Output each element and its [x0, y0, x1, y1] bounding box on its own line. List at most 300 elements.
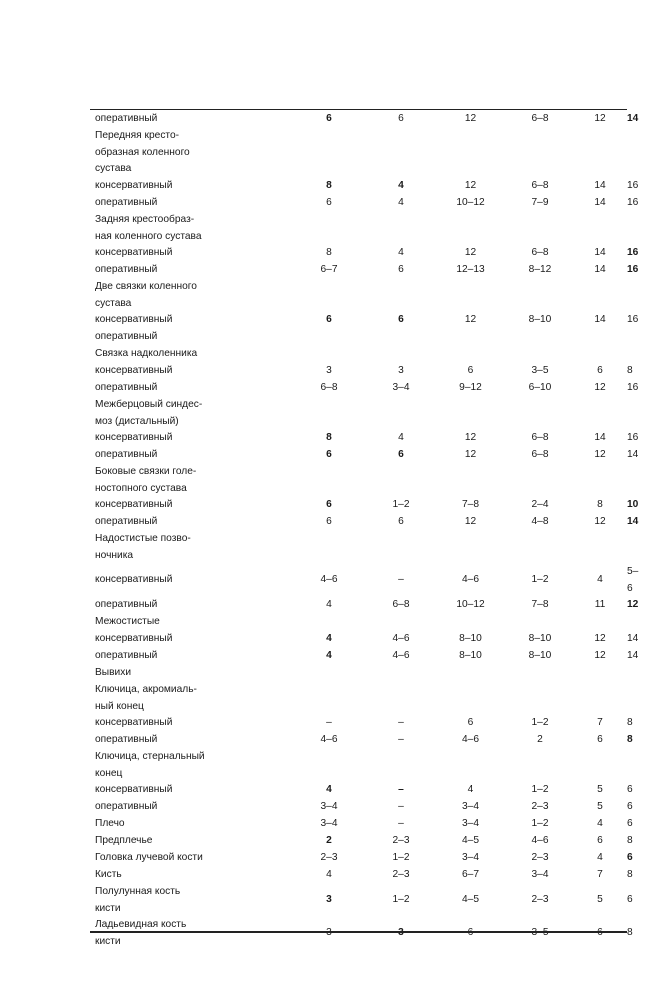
value-cell: 6–8 [531, 180, 549, 192]
table-row: оперативный 6–8 3–4 9–12 6–10 12 16 [93, 380, 627, 397]
value-cell: 3–4 [462, 801, 479, 813]
value-cell: 4 [398, 247, 404, 259]
spacer-cell [206, 631, 290, 648]
spacer-cell [206, 195, 290, 212]
value-cell: 6 [398, 314, 404, 326]
value-cell [368, 464, 434, 497]
value-cell [368, 682, 434, 715]
row-label: оперативный [95, 599, 158, 611]
row-label: консервативный [95, 365, 173, 377]
spacer-cell [206, 212, 290, 245]
table-row: консервативный 4 4–6 8–10 8–10 12 14 [93, 631, 627, 648]
value-cell [573, 464, 627, 497]
value-cell [290, 128, 368, 178]
value-cell: 7 [597, 869, 603, 881]
value-cell: 6–8 [531, 247, 549, 259]
value-cell: 4–6 [392, 633, 410, 645]
row-label: Предплечье [95, 835, 153, 847]
row-label: консервативный [95, 574, 173, 586]
value-cell: 2–3 [531, 894, 549, 906]
table-row: Полулунная кость кисти 3 1–2 4–5 2–3 5 6 [93, 884, 627, 917]
value-cell [507, 749, 573, 782]
spacer-cell [206, 749, 290, 782]
table-row: консервативный 8 4 12 6–8 14 16 [93, 430, 627, 447]
table-row: оперативный 4–6 – 4–6 2 6 8 [93, 732, 627, 749]
value-cell [573, 749, 627, 782]
spacer-cell [206, 430, 290, 447]
value-cell: 2–4 [531, 499, 549, 511]
row-label: оперативный [95, 331, 158, 343]
value-cell [290, 329, 368, 346]
row-label: оперативный [95, 449, 158, 461]
value-cell: 4 [326, 784, 332, 796]
table-row: Плечо 3–4 – 3–4 1–2 4 6 [93, 816, 627, 833]
value-cell: 14 [594, 432, 606, 444]
value-cell: 4–6 [320, 574, 338, 586]
row-label: оперативный [95, 382, 158, 394]
value-cell: 10–12 [456, 599, 485, 611]
table-row: оперативный 6 6 12 6–8 12 14 [93, 111, 627, 128]
table-row [93, 464, 627, 497]
value-cell: 2 [537, 734, 543, 746]
table-row: консервативный 4–6 – 4–6 1–2 4 5–6 [93, 564, 627, 597]
row-label: Полулунная кость кисти [95, 886, 181, 914]
spacer-cell [206, 111, 290, 128]
value-cell: – [398, 734, 404, 746]
value-cell: 4–8 [531, 516, 549, 528]
value-cell [368, 665, 434, 682]
table-row [93, 614, 627, 631]
row-label: оперативный [95, 264, 158, 276]
row-label: консервативный [95, 717, 173, 729]
table-row: Кисть 4 2–3 6–7 3–4 7 8 [93, 867, 627, 884]
value-cell [573, 614, 627, 631]
table-row [93, 531, 627, 564]
value-cell: 5 [597, 784, 603, 796]
spacer-cell [206, 380, 290, 397]
value-cell [434, 665, 507, 682]
spacer-cell [206, 564, 290, 597]
value-cell [507, 464, 573, 497]
value-cell: 4 [398, 197, 404, 209]
value-cell [573, 397, 627, 430]
value-cell: 9–12 [459, 382, 482, 394]
row-label: Связка надколенника [95, 348, 198, 360]
value-cell: 6–8 [320, 382, 338, 394]
value-cell: 6–8 [392, 599, 410, 611]
value-cell [507, 682, 573, 715]
value-cell: 4–6 [531, 835, 549, 847]
value-cell: 6–8 [531, 432, 549, 444]
value-cell [507, 329, 573, 346]
value-cell: 7–9 [531, 197, 549, 209]
value-cell [290, 682, 368, 715]
value-cell: 6 [398, 516, 404, 528]
value-cell [573, 531, 627, 564]
value-cell: 8–10 [459, 650, 482, 662]
row-label: консервативный [95, 247, 173, 259]
spacer-cell [206, 464, 290, 497]
value-cell [573, 212, 627, 245]
value-cell: 1–2 [531, 784, 549, 796]
value-cell: 6 [467, 365, 474, 377]
row-label: консервативный [95, 314, 173, 326]
table-row: оперативный 4 6–8 10–12 7–8 11 12 [93, 597, 627, 614]
value-cell [290, 665, 368, 682]
value-cell: – [398, 574, 404, 586]
spacer-cell [206, 514, 290, 531]
table-row [93, 665, 627, 682]
spacer-cell [206, 346, 290, 363]
value-cell: 6 [326, 499, 332, 511]
value-cell [368, 329, 434, 346]
spacer-cell [206, 245, 290, 262]
value-cell [573, 279, 627, 312]
value-cell: 8–12 [528, 264, 552, 276]
row-label: Боковые связки голе- ностопного сустава [95, 466, 197, 494]
value-cell: 12 [594, 516, 606, 528]
table-row: консервативный 8 4 12 6–8 14 16 [93, 178, 627, 195]
value-cell: 2–3 [392, 835, 410, 847]
value-cell [507, 279, 573, 312]
spacer-cell [206, 850, 290, 867]
row-label: оперативный [95, 516, 158, 528]
value-cell [573, 665, 627, 682]
table-row: Головка лучевой кости 2–3 1–2 3–4 2–3 4 6 [93, 850, 627, 867]
table-row: оперативный 6 4 10–12 7–9 14 16 [93, 195, 627, 212]
value-cell: 3–4 [462, 852, 479, 864]
table-row: консервативный 8 4 12 6–8 14 16 [93, 245, 627, 262]
value-cell: 8–10 [459, 633, 482, 645]
value-cell [434, 614, 507, 631]
value-cell: – [398, 818, 404, 830]
value-cell [507, 212, 573, 245]
value-cell [368, 397, 434, 430]
value-cell: 1–2 [392, 499, 410, 511]
value-cell: 12–13 [456, 264, 485, 276]
row-label: консервативный [95, 432, 173, 444]
table-row [93, 128, 627, 178]
table-row [93, 212, 627, 245]
table-row: оперативный 3–4 – 3–4 2–3 5 6 [93, 799, 627, 816]
value-cell: 6–8 [531, 113, 549, 125]
value-cell: 3–5 [531, 365, 549, 377]
value-cell [434, 749, 507, 782]
value-cell [434, 329, 507, 346]
spacer-cell [206, 833, 290, 850]
value-cell [368, 614, 434, 631]
spacer-cell [206, 715, 290, 732]
value-cell [507, 531, 573, 564]
value-cell [290, 212, 368, 245]
table-row: оперативный 6 6 12 6–8 12 14 [93, 447, 627, 464]
table-bottom-rule [90, 931, 627, 933]
value-cell: 6 [398, 449, 404, 461]
value-cell: 4–6 [462, 734, 479, 746]
spacer-cell [206, 665, 290, 682]
value-cell: 5 [597, 801, 603, 813]
value-cell: 4 [398, 180, 404, 192]
row-label: Ключица, стернальный конец [95, 751, 205, 779]
value-cell [290, 614, 368, 631]
value-cell: 12 [594, 449, 606, 461]
table-body [93, 111, 639, 950]
value-cell: 7–8 [462, 499, 479, 511]
value-cell: 4 [597, 852, 603, 864]
table-row: консервативный 4 – 4 1–2 5 6 [93, 782, 627, 799]
value-cell: 2 [326, 835, 332, 847]
row-label: Надостистые позво- ночника [95, 533, 191, 561]
value-cell: 1–2 [531, 717, 549, 729]
value-cell: 14 [594, 314, 606, 326]
value-cell: 3–4 [320, 801, 338, 813]
value-cell: 8 [326, 432, 332, 444]
value-cell: 11 [594, 599, 606, 611]
value-cell: 12 [594, 113, 606, 125]
value-cell [573, 128, 627, 178]
spacer-cell [206, 884, 290, 917]
row-label: оперативный [95, 113, 158, 125]
value-cell: 14 [594, 197, 606, 209]
value-cell: 6–7 [462, 869, 479, 881]
value-cell [290, 346, 368, 363]
table-top-rule [90, 109, 627, 110]
row-label: Межостистые [95, 616, 160, 628]
value-cell: 3–4 [392, 382, 410, 394]
spacer-cell [206, 178, 290, 195]
value-cell [368, 749, 434, 782]
spacer-cell [206, 648, 290, 665]
value-cell: 4–5 [462, 835, 479, 847]
spacer-cell [206, 279, 290, 312]
value-cell: 2–3 [531, 801, 549, 813]
value-cell: 3–4 [320, 818, 338, 830]
value-cell [434, 682, 507, 715]
value-cell: 6 [597, 734, 603, 746]
value-cell [434, 212, 507, 245]
row-label: Плечо [95, 818, 125, 830]
value-cell [290, 749, 368, 782]
spacer-cell [206, 799, 290, 816]
value-cell [507, 397, 573, 430]
value-cell [507, 346, 573, 363]
value-cell: 12 [464, 113, 477, 125]
value-cell [368, 128, 434, 178]
table-row: оперативный 6 6 12 4–8 12 14 [93, 514, 627, 531]
value-cell: 5 [597, 894, 603, 906]
value-cell: – [398, 801, 404, 813]
spacer-cell [206, 262, 290, 279]
value-cell: 6 [398, 113, 404, 125]
value-cell: 6 [597, 835, 603, 847]
value-cell: 8–10 [528, 633, 552, 645]
value-cell [573, 682, 627, 715]
value-cell: 4–6 [320, 734, 338, 746]
value-cell: 14 [594, 180, 606, 192]
value-cell: 4 [597, 818, 603, 830]
value-cell: 12 [464, 247, 477, 259]
table-row: консервативный 3 3 6 3–5 6 8 [93, 363, 627, 380]
row-label: оперативный [95, 734, 158, 746]
table-row [93, 397, 627, 430]
spacer-cell [206, 447, 290, 464]
table-row: консервативный 6 1–2 7–8 2–4 8 10 [93, 497, 627, 514]
value-cell: 2–3 [531, 852, 549, 864]
value-cell: 3–4 [531, 869, 549, 881]
row-label: Задняя крестообраз- ная коленного сустава [95, 214, 202, 242]
value-cell [368, 212, 434, 245]
value-cell: 3–4 [462, 818, 479, 830]
value-cell [507, 665, 573, 682]
value-cell: 12 [594, 382, 606, 394]
value-cell: 7–8 [531, 599, 549, 611]
value-cell: 6 [467, 717, 474, 729]
value-cell: 12 [464, 180, 477, 192]
spacer-cell [206, 329, 290, 346]
value-cell: – [398, 717, 404, 729]
value-cell: 10–12 [456, 197, 485, 209]
table-row: консервативный 6 6 12 8–10 14 16 [93, 312, 627, 329]
value-cell: 12 [464, 449, 477, 461]
value-cell: 1–2 [531, 574, 549, 586]
value-cell: 12 [594, 633, 606, 645]
value-cell: 4–5 [462, 894, 479, 906]
row-label: оперативный [95, 650, 158, 662]
spacer-cell [206, 682, 290, 715]
row-label: консервативный [95, 499, 173, 511]
value-cell [290, 397, 368, 430]
table-row [93, 346, 627, 363]
value-cell: 14 [594, 264, 606, 276]
value-cell [290, 279, 368, 312]
table-row [93, 682, 627, 715]
value-cell [507, 917, 573, 950]
value-cell [368, 346, 434, 363]
value-cell [434, 346, 507, 363]
value-cell: 4 [597, 574, 603, 586]
value-cell: 14 [594, 247, 606, 259]
row-label: Кисть [95, 869, 122, 881]
value-cell: – [326, 717, 332, 729]
value-cell: 3 [326, 365, 332, 377]
row-label: консервативный [95, 784, 173, 796]
value-cell: 4 [398, 432, 404, 444]
row-label: Ладьевидная кость кисти [95, 919, 187, 947]
value-cell: 6–10 [528, 382, 552, 394]
table-row: Ладьевидная кость кисти 8 [93, 917, 627, 950]
value-cell [507, 614, 573, 631]
value-cell: 6 [326, 449, 332, 461]
table-row: оперативный 6–7 6 12–13 8–12 14 16 [93, 262, 627, 279]
table-row [93, 279, 627, 312]
value-cell [573, 917, 627, 950]
spacer-cell [206, 614, 290, 631]
row-label: консервативный [95, 180, 173, 192]
value-cell [573, 346, 627, 363]
value-cell [434, 279, 507, 312]
row-label: консервативный [95, 633, 173, 645]
value-cell: – [398, 784, 404, 796]
value-cell: 4–6 [392, 650, 410, 662]
value-cell: 4 [326, 633, 332, 645]
value-cell [573, 329, 627, 346]
row-label: Две связки коленного сустава [95, 281, 197, 309]
value-cell [368, 917, 434, 950]
spacer-cell [206, 397, 290, 430]
value-cell: 1–2 [392, 852, 410, 864]
value-cell: 4 [326, 650, 332, 662]
value-cell: 8 [597, 499, 603, 511]
spacer-cell [206, 816, 290, 833]
row-label: Межберцовый синдес- моз (дистальный) [95, 399, 203, 427]
value-cell: 2–3 [320, 852, 338, 864]
value-cell: 6 [326, 113, 332, 125]
value-cell [434, 917, 507, 950]
row-label: Передняя кресто- образная коленного сустава [95, 130, 190, 175]
table-row [93, 329, 627, 346]
spacer-cell [206, 732, 290, 749]
value-cell: 4 [467, 784, 474, 796]
value-cell: 6 [326, 516, 332, 528]
value-cell: 6–8 [531, 449, 549, 461]
value-cell: 12 [464, 516, 477, 528]
spacer-cell [206, 531, 290, 564]
value-cell: 8 [326, 247, 332, 259]
value-cell: 2–3 [392, 869, 410, 881]
value-cell: 4 [326, 869, 332, 881]
value-cell: 8 [326, 180, 332, 192]
value-cell [434, 397, 507, 430]
spacer-cell [206, 597, 290, 614]
value-cell: 6 [326, 197, 332, 209]
row-label: Головка лучевой кости [95, 852, 203, 864]
value-cell: 1–2 [531, 818, 549, 830]
spacer-cell [206, 128, 290, 178]
row-label: оперативный [95, 197, 158, 209]
table-row: Предплечье 2 2–3 4–5 4–6 6 8 [93, 833, 627, 850]
spacer-cell [206, 363, 290, 380]
value-cell [368, 531, 434, 564]
table-row: консервативный – – 6 1–2 7 8 [93, 715, 627, 732]
value-cell: 1–2 [392, 894, 410, 906]
value-cell [434, 128, 507, 178]
value-cell [434, 531, 507, 564]
value-cell: 12 [464, 314, 477, 326]
spacer-cell [206, 312, 290, 329]
value-cell: 6 [326, 314, 332, 326]
spacer-cell [206, 782, 290, 799]
table-row [93, 749, 627, 782]
data-table [93, 111, 639, 950]
value-cell: 3 [398, 365, 404, 377]
row-label: Вывихи [95, 667, 132, 679]
value-cell: 4 [326, 599, 332, 611]
value-cell [434, 464, 507, 497]
value-cell: 7 [597, 717, 603, 729]
value-cell: 4–6 [462, 574, 479, 586]
value-cell: 6 [398, 264, 404, 276]
spacer-cell [206, 917, 290, 950]
spacer-cell [206, 867, 290, 884]
value-cell: 6–7 [320, 264, 338, 276]
table-row: оперативный 4 4–6 8–10 8–10 12 14 [93, 648, 627, 665]
value-cell: 8–10 [528, 650, 552, 662]
row-label: Ключица, акромиаль- ный конец [95, 684, 197, 712]
value-cell [290, 531, 368, 564]
spacer-cell [206, 497, 290, 514]
value-cell: 6 [597, 365, 603, 377]
value-cell [368, 279, 434, 312]
